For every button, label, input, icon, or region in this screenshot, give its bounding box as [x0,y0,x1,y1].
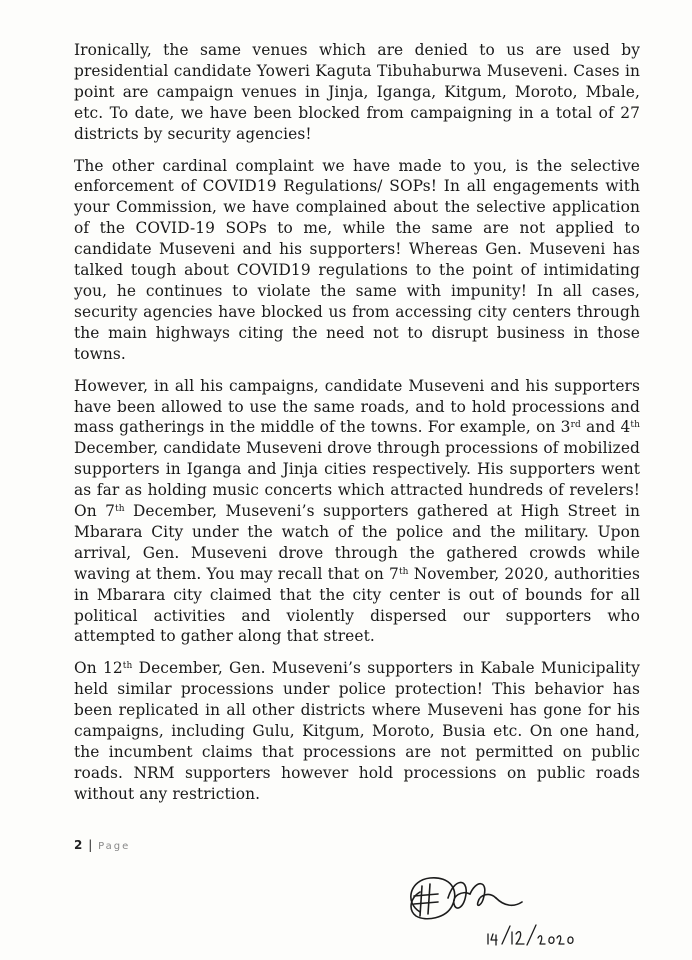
paragraph [74,156,640,365]
text-run: December, Gen. Museveni’s supporters in Kabale Municipality held similar processions under police protection! This behavior has been replicated in all other districts where Museveni has gone for his campaigns, including Gulu, Kitgum, Moroto, Busia etc. On one hand, the incumbent claims that processions are not permitted on public roads. NRM supporters however hold processions on public roads without any restriction. [74,659,640,803]
ordinal-suffix: th [630,420,640,431]
page-footer [74,838,130,852]
ordinal-suffix: th [122,661,133,672]
page-number: 2 [74,838,83,852]
handwritten-signature [396,868,616,948]
text-run: However, in all his campaigns, candidate Museveni and his supporters have been allowed to use the same roads, and to hold processions and mass gatherings in the middle of the towns. For example, on 3 [74,376,640,437]
text-run: On 12 [74,659,123,678]
text-run: The other cardinal complaint we have made to you, is the selective enforcement of COVID19 Regulations/ SOPs! In all engagements with your Commission, we have complained about the selective application of the COVID-19 SOPs to me, while the same are not applied to candidate Museveni and his supporters! Whereas Gen. Museveni has talked tough about COVID19 regulations to the point of intimidating you, he continues to violate the same with impunity! In all cases, security agencies have blocked us from accessing city centers through the main highways citing the need not to disrupt business in those towns. [74,156,640,363]
text-run: December, candidate Museveni drove through processions of mobilized supporters in Iganga and Jinja cities respectively. His supporters went as far as holding music concerts which attracted hundreds of revelers! On 7 [74,439,640,521]
paragraph [74,658,640,804]
paragraph [74,376,640,648]
text-run: November, 2020, authorities in Mbarara city claimed that the city center is out of bounds for all political activities and violently dispersed our supporters who attempted to gather along that street. [74,564,640,646]
ordinal-suffix: th [398,566,409,577]
text-run: and 4 [580,418,631,437]
letter-body [74,40,640,816]
ordinal-suffix: rd [570,420,581,431]
paragraph [74,40,640,145]
ordinal-suffix: th [114,504,125,515]
page-label: Page [98,841,131,852]
footer-separator: | [88,838,93,852]
text-run: Ironically, the same venues which are denied to us are used by presidential candidate Yoweri Kaguta Tibuhaburwa Museveni. Cases in point are campaign venues in Jinja, Iganga, Kitgum, Moroto, Mbale, etc. To date, we have been blocked from campaigning in a total of 27 districts by security agencies! [74,41,640,143]
text-run: December, Museveni’s supporters gathered at High Street in Mbarara City under the watch of the police and the military. Upon arrival, Gen. Museveni drove through the gathered crowds while waving at them. You may recall that on 7 [74,502,640,583]
